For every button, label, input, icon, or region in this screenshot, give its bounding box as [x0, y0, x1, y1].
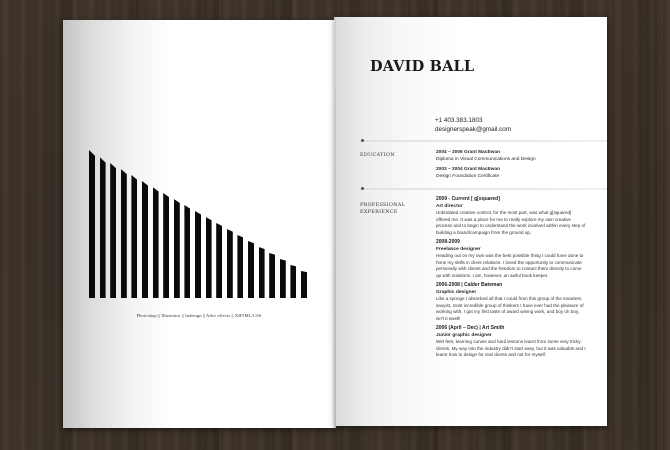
entry-description: Unbridaled creative control, for the most part, was what g[squared] offered me. It was a place for me to really explore my own creative process and to begin to understand the work involved within every step of building a brand/campaign from the ground up. [436, 210, 586, 235]
bar [248, 241, 254, 298]
resume-name: DAVID BALL [370, 58, 475, 75]
experience-entry [436, 325, 586, 359]
bar [216, 223, 222, 298]
entry-when: 2003 – 2004 Grant MacEwan [436, 167, 500, 172]
entry-when: 2009 - Current [ g[squared] [436, 196, 500, 202]
section-label-line: PROFESSIONAL [360, 202, 406, 208]
descending-bars-graphic [89, 150, 309, 298]
entry-role: Art director [436, 204, 463, 209]
bullet-dot-icon [361, 139, 364, 142]
bar [269, 253, 275, 298]
entry-description: Heading out on my own was the best possible thing I could have done to hone my skills in client relations. I loved the opportunity to communicate personally with clients and the freedom to contact them directly to come up with solutions. I am, however, an awful book keeper. [436, 253, 584, 278]
phone-number: +1 403.383.1803 [435, 117, 483, 124]
bar [227, 229, 233, 298]
education-entry [436, 149, 586, 163]
bullet-dot-icon [361, 187, 364, 190]
entry-when: 2006 (April – Dec) | Art Smith [436, 325, 505, 331]
bar [259, 247, 265, 298]
entry-what: Design Foundation Certificate [436, 174, 500, 179]
book-spine [334, 17, 336, 428]
entry-what: Diploma in Visual Communications and Design [436, 157, 536, 162]
entry-when: 2004 – 2006 Grant MacEwan [436, 150, 500, 155]
bar [153, 187, 159, 298]
divider-education [360, 140, 607, 142]
bar [110, 163, 116, 298]
entry-description: Like a sponge I absorbed all that I could from this group of the smartest, savyist, most incredible group of thinkers I have ever had the pleasure of working with. I got my first taste of award wining work, and boy oh boy, isn't it swell! [436, 296, 584, 321]
entry-role: Graphic designer [436, 290, 477, 295]
entry-role: Junior graphic designer [436, 333, 492, 338]
experience-entry [436, 239, 586, 279]
bar [121, 169, 127, 298]
bar [142, 181, 148, 298]
entry-when: 2006-2008 | Calder Bateman [436, 282, 503, 288]
bar [163, 193, 169, 298]
section-label-line: EXPERIENCE [360, 208, 398, 215]
bar [280, 259, 286, 298]
bar [301, 271, 307, 298]
contact-block [435, 116, 511, 134]
bar [195, 211, 201, 298]
email-address: designerspeak@gmail.com [435, 126, 512, 133]
entry-role: Freelance designer [436, 247, 481, 252]
skills-line: Photoshop || Illustrator || Indesign || After effects || XHTML/CSS [136, 313, 262, 318]
section-label-experience [360, 202, 405, 215]
bar [100, 157, 106, 298]
education-entry [436, 166, 586, 180]
bar [89, 150, 95, 298]
entry-when: 2008-2009 [436, 239, 460, 245]
experience-entries [436, 196, 586, 362]
section-label-education: EDUCATION [360, 152, 395, 158]
experience-entry [436, 282, 586, 322]
bar [290, 265, 296, 298]
entry-description: Wet feet, learning curves and hard lessons learnt from some very tricky clients. My way into the industry didn't start easy, but it was valuable and I learnt how to design for real clients and not for myself. [436, 339, 586, 357]
experience-entry [436, 196, 586, 236]
bar [131, 175, 137, 298]
bar [184, 205, 190, 298]
bar [206, 217, 212, 298]
bar [237, 235, 243, 298]
education-entries [436, 149, 586, 183]
divider-experience [360, 188, 607, 190]
bar [174, 199, 180, 298]
